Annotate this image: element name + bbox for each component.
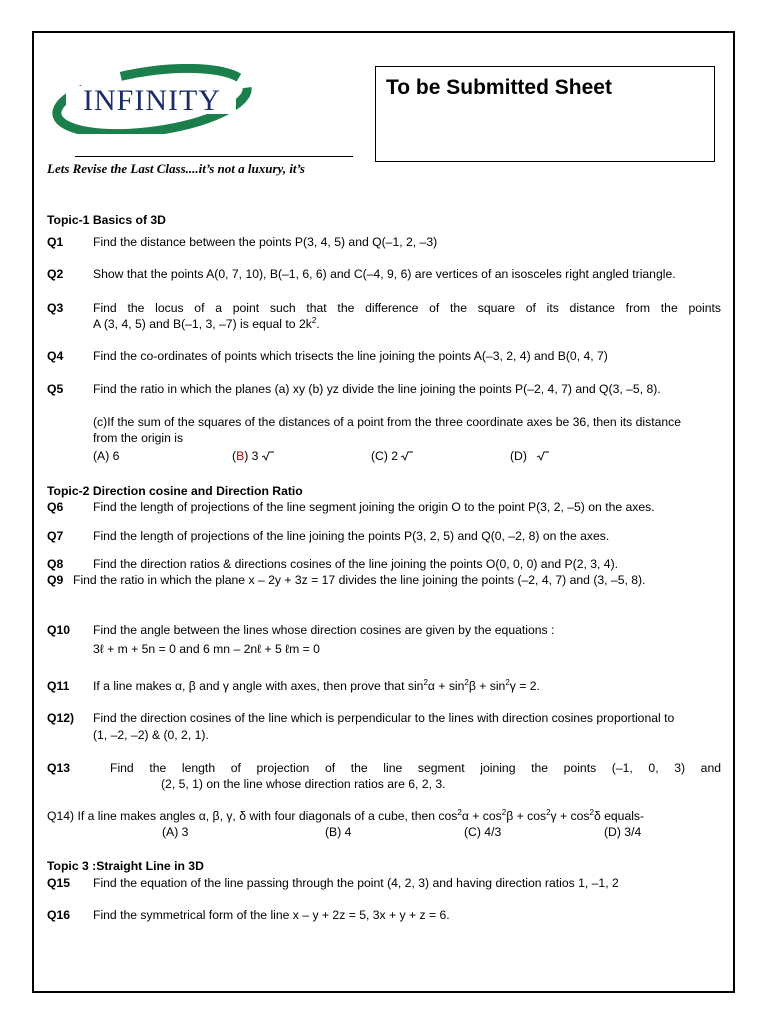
topic-1-heading: Topic-1 Basics of 3D [47, 213, 166, 227]
q13-line2: (2, 5, 1) on the line whose direction ratios are 6, 2, 3. [161, 777, 446, 791]
q11-text: If a line makes α, β and γ angle with axes, then prove that $\sin^2\alpha + \sin^2\beta + \sin^2\gamma = 2$. [93, 677, 540, 693]
q14-option-c: (C) 4/3 [464, 825, 502, 839]
q5c-option-c: (C) 2 [371, 448, 413, 464]
q15-text: Find the equation of the line passing through the point (4, 2, 3) and having direction ratios 1, –1, 2 [93, 876, 619, 890]
topic-3-heading: Topic 3 :Straight Line in 3D [47, 859, 204, 873]
q10-number: Q10 [47, 623, 71, 637]
q10-line1: Find the angle between the lines whose direction cosines are given by the equations : [93, 623, 555, 637]
sqrt-icon [262, 451, 274, 461]
q5c-option-d: (D) [510, 448, 549, 464]
q5c-line1: (c)If the sum of the squares of the distances of a point from the three coordinate axes be 36, then its distance [93, 415, 682, 429]
tagline: Lets Revise the Last Class....it’s not a luxury, it’s [47, 161, 305, 176]
q3-line1: Find the locus of a point such that the difference of the square of its distance from the points [93, 301, 721, 315]
q5c-line2: from the origin is [93, 431, 184, 445]
q2-text: Show that the points A(0, 7, 10), B(–1, 6, 6) and C(–4, 9, 6) are vertices of an isosceles right angled triangle. [93, 267, 676, 281]
q5c-option-a: (A) 6 [93, 449, 120, 463]
q14-option-b: (B) 4 [325, 825, 352, 839]
q12-line2: (1, –2, –2) & (0, 2, 1). [93, 728, 209, 742]
q9-text: Find the ratio in which the plane x – 2y + 3z = 17 divides the line joining the points (–2, 4, 7) and (3, –5, 8). [73, 573, 646, 587]
sqrt-icon [537, 451, 549, 461]
submission-title: To be Submitted Sheet [386, 76, 612, 99]
q9-number: Q9 [47, 573, 64, 587]
q3-line2: A (3, 4, 5) and B(–1, 3, –7) is equal to $2k^2$. [93, 315, 320, 331]
q5-text: Find the ratio in which the planes (a) xy (b) yz divide the line joining the points P(–2, 4, 7) and Q(3, –5, 8). [93, 382, 661, 396]
q14-text: Q14) If a line makes angles α, β, γ, δ with four diagonals of a cube, then $\cos^2\alpha + \cos^2\beta + \cos^2\gamma + \cos^2\delta$ equals- [47, 807, 645, 823]
q2-number: Q2 [47, 267, 64, 281]
q3-number: Q3 [47, 301, 64, 315]
tagline-rule [75, 156, 353, 157]
q8-number: Q8 [47, 557, 64, 571]
q14-option-d: (D) 3/4 [604, 825, 642, 839]
q13-number: Q13 [47, 761, 71, 775]
q16-number: Q16 [47, 908, 71, 922]
q8-text: Find the direction ratios & directions cosines of the line joining the points O(0, 0, 0) and P(2, 3, 4). [93, 557, 619, 571]
q5c-option-b: (B) 3 [232, 448, 274, 464]
q14-option-a: (A) 3 [162, 825, 189, 839]
q4-text: Find the co-ordinates of points which trisects the line joining the points A(–3, 2, 4) and B(0, 4, 7) [93, 349, 608, 363]
q7-number: Q7 [47, 529, 64, 543]
q11-number: Q11 [47, 679, 70, 693]
logo-text: INFINITY [83, 84, 221, 117]
topic-2-heading: Topic-2 Direction cosine and Direction Ratio [47, 484, 303, 498]
q13-line1: Find the length of projection of the line segment joining the points (–1, 0, 3) and [110, 761, 721, 775]
q15-number: Q15 [47, 876, 71, 890]
q16-text: Find the symmetrical form of the line x – y + 2z = 5, 3x + y + z = 6. [93, 908, 450, 922]
q7-text: Find the length of projections of the line joining the points P(3, 2, 5) and Q(0, –2, 8) on the axes. [93, 529, 610, 543]
q12-line1: Find the direction cosines of the line which is perpendicular to the lines with direction cosines proportional to [93, 711, 675, 725]
q4-number: Q4 [47, 349, 64, 363]
infinity-logo [52, 64, 252, 134]
submission-box [375, 66, 715, 162]
sqrt-icon [401, 451, 413, 461]
q1-text: Find the distance between the points P(3, 4, 5) and Q(–1, 2, –3) [93, 235, 438, 249]
q12-number: Q12) [47, 711, 75, 725]
q10-line2: 3ℓ + m + 5n = 0 and 6 mn – 2nℓ + 5 ℓm = 0 [93, 642, 320, 656]
q6-text: Find the length of projections of the line segment joining the origin O to the point P(3, 2, –5) on the axes. [93, 500, 655, 514]
q6-number: Q6 [47, 500, 64, 514]
q5-number: Q5 [47, 382, 64, 396]
q1-number: Q1 [47, 235, 64, 249]
